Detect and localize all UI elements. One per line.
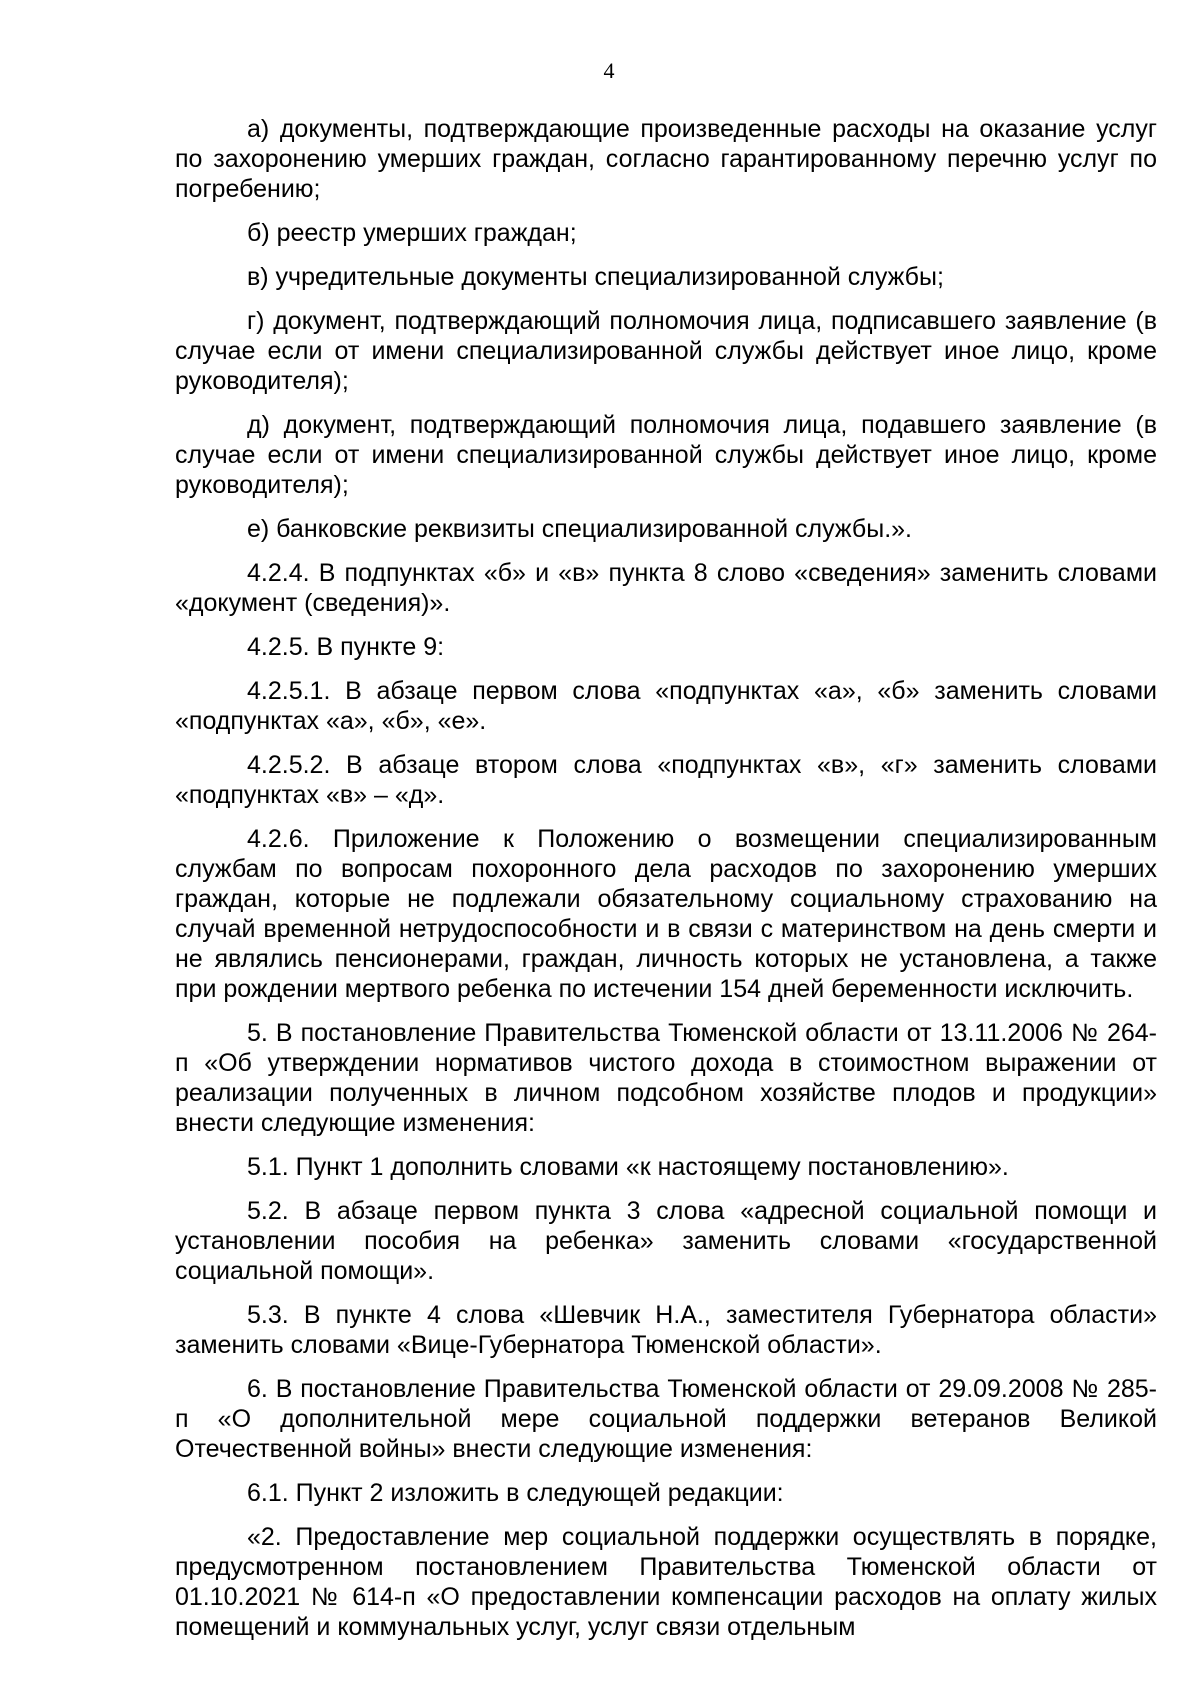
paragraph-4-2-6: 4.2.6. Приложение к Положению о возмещении специализированным службам по вопросам похоронного дела расходов по захоронению умерших граждан, которые не подлежали обязательному социальному страхованию на случай временной нетрудоспособности и в связи с материнством на день смерти и не являлись пенсионерами, граждан, личность которых не установлена, а также при рождении мертвого ребенка по истечении 154 дней беременности исключить. xyxy=(175,825,1157,1003)
document-body xyxy=(175,114,1157,1656)
paragraph-4-2-5-1: 4.2.5.1. В абзаце первом слова «подпунктах «а», «б» заменить словами «подпунктах «а», «б», «е». xyxy=(175,677,1157,735)
paragraph-item-a: а) документы, подтверждающие произведенные расходы на оказание услуг по захоронению умерших граждан, согласно гарантированному перечню услуг по погребению; xyxy=(175,115,1157,203)
paragraph-item-d: д) документ, подтверждающий полномочия лица, подавшего заявление (в случае если от имени специализированной службы действует иное лицо, кроме руководителя); xyxy=(175,411,1157,499)
paragraph-4-2-4: 4.2.4. В подпунктах «б» и «в» пункта 8 слово «сведения» заменить словами «документ (сведения)». xyxy=(175,559,1157,617)
paragraph-item-e: е) банковские реквизиты специализированной службы.». xyxy=(247,515,912,543)
paragraph-item-v: в) учредительные документы специализированной службы; xyxy=(247,263,944,291)
paragraph-5-2: 5.2. В абзаце первом пункта 3 слова «адресной социальной помощи и установлении пособия на ребенка» заменить словами «государственной социальной помощи». xyxy=(175,1197,1157,1285)
paragraph-5: 5. В постановление Правительства Тюменской области от 13.11.2006 № 264-п «Об утверждении нормативов чистого дохода в стоимостном выражении от реализации полученных в личном подсобном хозяйстве плодов и продукции» внести следующие изменения: xyxy=(175,1019,1157,1137)
paragraph-item-g: г) документ, подтверждающий полномочия лица, подписавшего заявление (в случае если от имени специализированной службы действует иное лицо, кроме руководителя); xyxy=(175,307,1157,395)
paragraph-5-1: 5.1. Пункт 1 дополнить словами «к настоящему постановлению». xyxy=(247,1153,1009,1181)
paragraph-4-2-5-2: 4.2.5.2. В абзаце втором слова «подпунктах «в», «г» заменить словами «подпунктах «в» – «д». xyxy=(175,751,1157,809)
paragraph-item-b: б) реестр умерших граждан; xyxy=(247,219,577,247)
paragraph-6-1: 6.1. Пункт 2 изложить в следующей редакции: xyxy=(247,1479,784,1507)
page-number: 4 xyxy=(603,58,615,83)
paragraph-quote-2: «2. Предоставление мер социальной поддержки осуществлять в порядке, предусмотренном постановлением Правительства Тюменской области от 01.10.2021 № 614-п «О предоставлении компенсации расходов на оплату жилых помещений и коммунальных услуг, услуг связи отдельным xyxy=(175,1523,1157,1641)
paragraph-6: 6. В постановление Правительства Тюменской области от 29.09.2008 № 285-п «О дополнительной мере социальной поддержки ветеранов Великой Отечественной войны» внести следующие изменения: xyxy=(175,1375,1157,1463)
paragraph-4-2-5: 4.2.5. В пункте 9: xyxy=(247,633,445,661)
paragraph-5-3: 5.3. В пункте 4 слова «Шевчик Н.А., заместителя Губернатора области» заменить словами «Вице-Губернатора Тюменской области». xyxy=(175,1301,1157,1359)
